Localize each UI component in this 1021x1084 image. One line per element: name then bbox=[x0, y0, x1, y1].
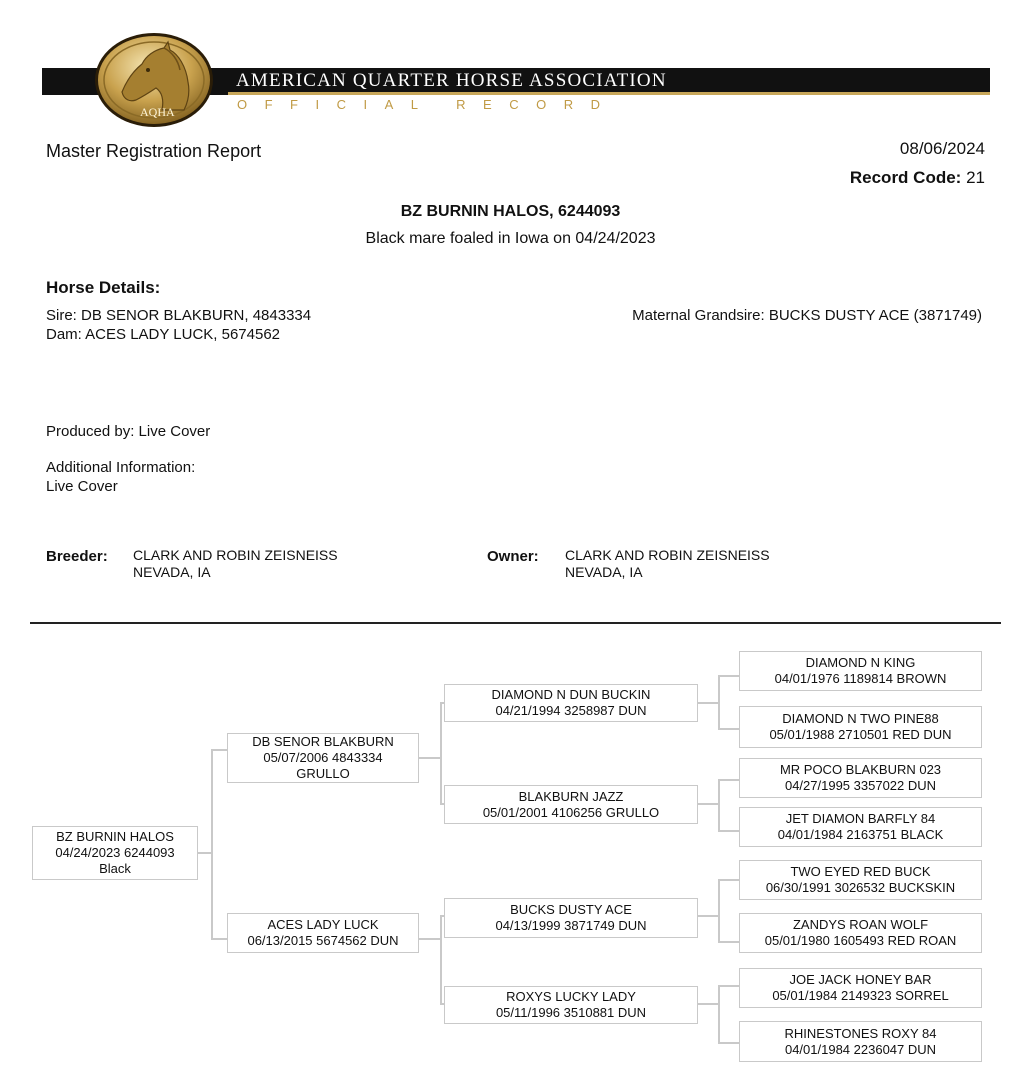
breeder-info bbox=[133, 547, 338, 581]
record-code-label: Record Code: bbox=[849, 168, 962, 187]
breeder-label: Breeder: bbox=[46, 548, 108, 565]
aqha-logo bbox=[92, 30, 216, 130]
svg-text:AQHA: AQHA bbox=[140, 105, 175, 119]
report-date: 08/06/2024 bbox=[899, 139, 985, 158]
owner-info bbox=[565, 547, 770, 581]
owner-location: NEVADA, IA bbox=[565, 564, 643, 580]
pedigree-sire-sire: DIAMOND N DUN BUCKIN 04/21/1994 3258987 DUN bbox=[444, 684, 698, 722]
owner-label: Owner: bbox=[487, 548, 539, 565]
header-gold-rule bbox=[228, 92, 990, 95]
record-code-value: 21 bbox=[966, 168, 985, 187]
produced-by: Produced by: Live Cover bbox=[46, 423, 211, 440]
pedigree-gen3-8: RHINESTONES ROXY 84 04/01/1984 2236047 DUN bbox=[739, 1021, 982, 1062]
pedigree-subject: BZ BURNIN HALOS 04/24/2023 6244093 Black bbox=[32, 826, 198, 880]
sire-line: Sire: DB SENOR BLAKBURN, 4843334 bbox=[46, 307, 312, 324]
pedigree-gen3-2: DIAMOND N TWO PINE88 05/01/1988 2710501 RED DUN bbox=[739, 706, 982, 748]
record-code bbox=[850, 168, 985, 188]
pedigree-sire-dam: BLAKBURN JAZZ 05/01/2001 4106256 GRULLO bbox=[444, 785, 698, 824]
official-record-label: OFFICIAL RECORD bbox=[237, 97, 618, 112]
horse-name-heading: BZ BURNIN HALOS, 6244093 bbox=[400, 203, 621, 220]
dam-line: Dam: ACES LADY LUCK, 5674562 bbox=[46, 326, 281, 343]
additional-info-value: Live Cover bbox=[46, 478, 118, 495]
pedigree-gen3-3: MR POCO BLAKBURN 023 04/27/1995 3357022 DUN bbox=[739, 758, 982, 798]
report-title: Master Registration Report bbox=[46, 141, 262, 161]
pedigree-dam: ACES LADY LUCK 06/13/2015 5674562 DUN bbox=[227, 913, 419, 953]
breeder-name: CLARK AND ROBIN ZEISNEISS bbox=[133, 547, 338, 563]
breeder-location: NEVADA, IA bbox=[133, 564, 211, 580]
horse-description: Black mare foaled in Iowa on 04/24/2023 bbox=[365, 230, 656, 247]
owner-name: CLARK AND ROBIN ZEISNEISS bbox=[565, 547, 770, 563]
pedigree-gen3-7: JOE JACK HONEY BAR 05/01/1984 2149323 SORREL bbox=[739, 968, 982, 1008]
association-name: AMERICAN QUARTER HORSE ASSOCIATION bbox=[236, 70, 667, 91]
horse-details-heading: Horse Details: bbox=[46, 278, 161, 297]
pedigree-sire: DB SENOR BLAKBURN 05/07/2006 4843334 GRULLO bbox=[227, 733, 419, 783]
section-divider bbox=[30, 622, 1001, 624]
pedigree-dam-dam: ROXYS LUCKY LADY 05/11/1996 3510881 DUN bbox=[444, 986, 698, 1024]
pedigree-gen3-1: DIAMOND N KING 04/01/1976 1189814 BROWN bbox=[739, 651, 982, 691]
pedigree-dam-sire: BUCKS DUSTY ACE 04/13/1999 3871749 DUN bbox=[444, 898, 698, 938]
pedigree-gen3-5: TWO EYED RED BUCK 06/30/1991 3026532 BUCKSKIN bbox=[739, 860, 982, 900]
pedigree-gen3-6: ZANDYS ROAN WOLF 05/01/1980 1605493 RED ROAN bbox=[739, 913, 982, 953]
pedigree-gen3-4: JET DIAMON BARFLY 84 04/01/1984 2163751 BLACK bbox=[739, 807, 982, 847]
additional-info-label: Additional Information: bbox=[46, 459, 196, 476]
maternal-grandsire-line: Maternal Grandsire: BUCKS DUSTY ACE (3871749) bbox=[632, 307, 982, 324]
